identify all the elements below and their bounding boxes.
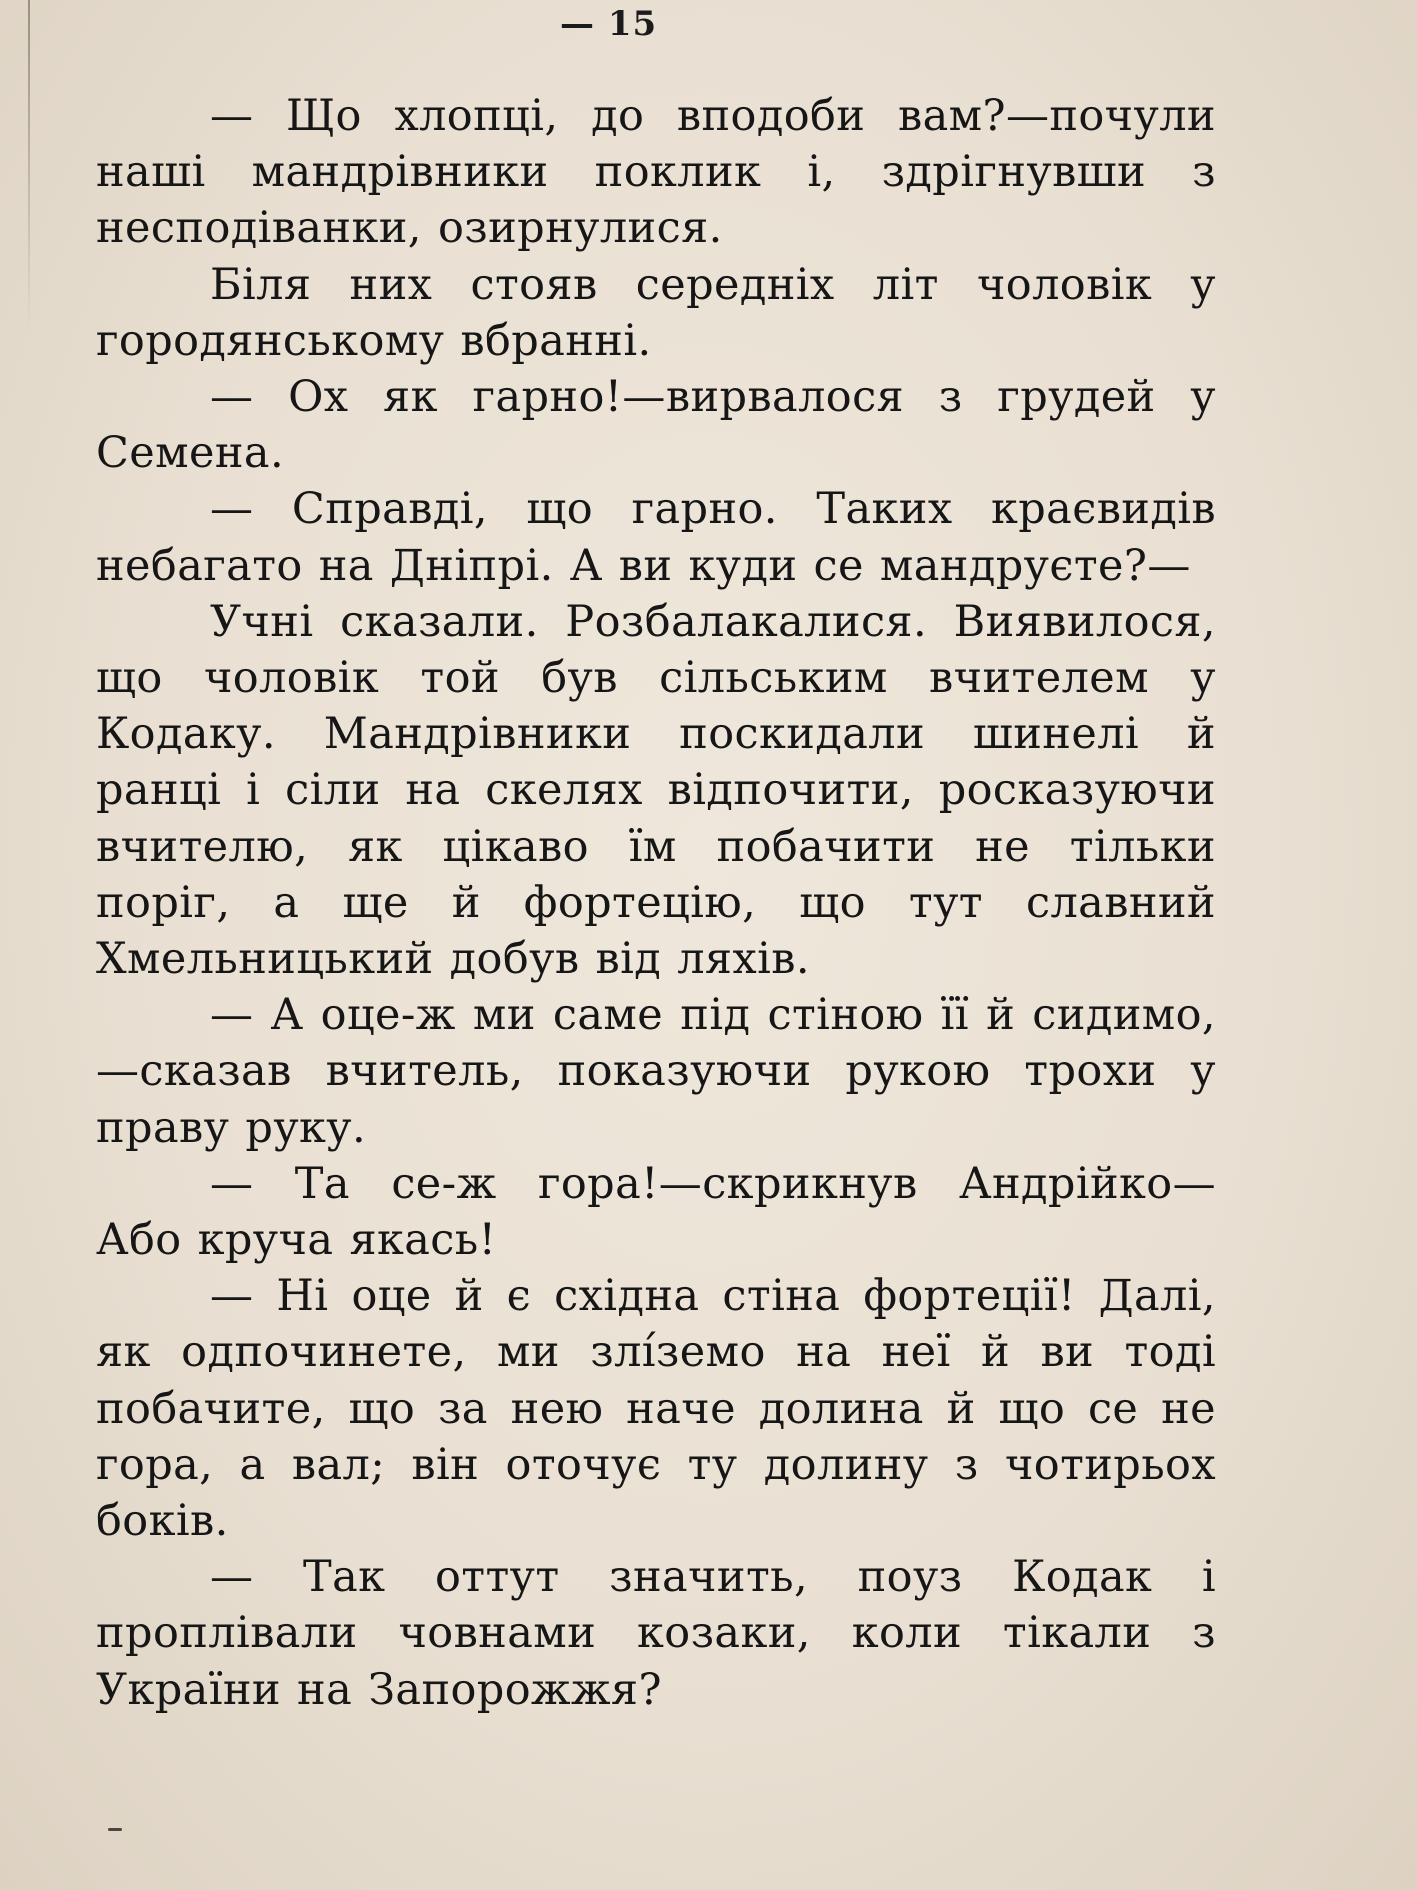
paragraph-5: Учні сказали. Розбалакалися. Виявилося, що чоловік той був сільським вчителем у Кодаку. Мандрівники поскидали шинелі й ранці і сіли на скелях відпочити, росказуючи вчителю, як цікаво їм побачити не тільки поріг, а ще й фортецію, що тут славний Хмельницький добув від ляхів.	[96, 596, 1216, 985]
paragraph-2: Біля них стояв середніх літ чоловік у городянському вбранні.	[96, 259, 1216, 366]
paragraph-9: — Так оттут значить, поуз Кодак і проплівали човнами козаки, коли тікали з України на Запорожжя?	[96, 1552, 1216, 1715]
body-text	[96, 88, 1216, 1718]
paragraph-8: — Ні оце й є східна стіна фортеції! Далі, як одпочинете, ми злíземо на неї й ви тоді побачите, що за нею наче долина й що се не гора, а вал; він оточує ту долину з чотирьох боків.	[96, 1271, 1216, 1547]
ink-speck	[108, 1828, 122, 1831]
page-binding-edge	[28, 0, 30, 330]
paragraph-4: — Справді, що гарно. Таких краєвидів небагато на Дніпрі. А ви куди се мандруєте?—	[96, 484, 1216, 591]
paragraph-6: — А оце-ж ми саме під стіною її й сидимо,—сказав вчитель, показуючи рукою трохи у праву руку.	[96, 990, 1216, 1153]
paragraph-1: — Що хлопці, до вподоби вам?—почули наші мандрівники поклик і, здрігнувши з несподіванки, озирнулися.	[96, 91, 1216, 254]
page-number: — 15	[560, 4, 658, 44]
paragraph-3: — Ох як гарно!—вирвалося з грудей у Семена.	[96, 372, 1216, 479]
paragraph-7: — Та се-ж гора!—скрикнув Андрійко— Або круча якась!	[96, 1158, 1216, 1266]
